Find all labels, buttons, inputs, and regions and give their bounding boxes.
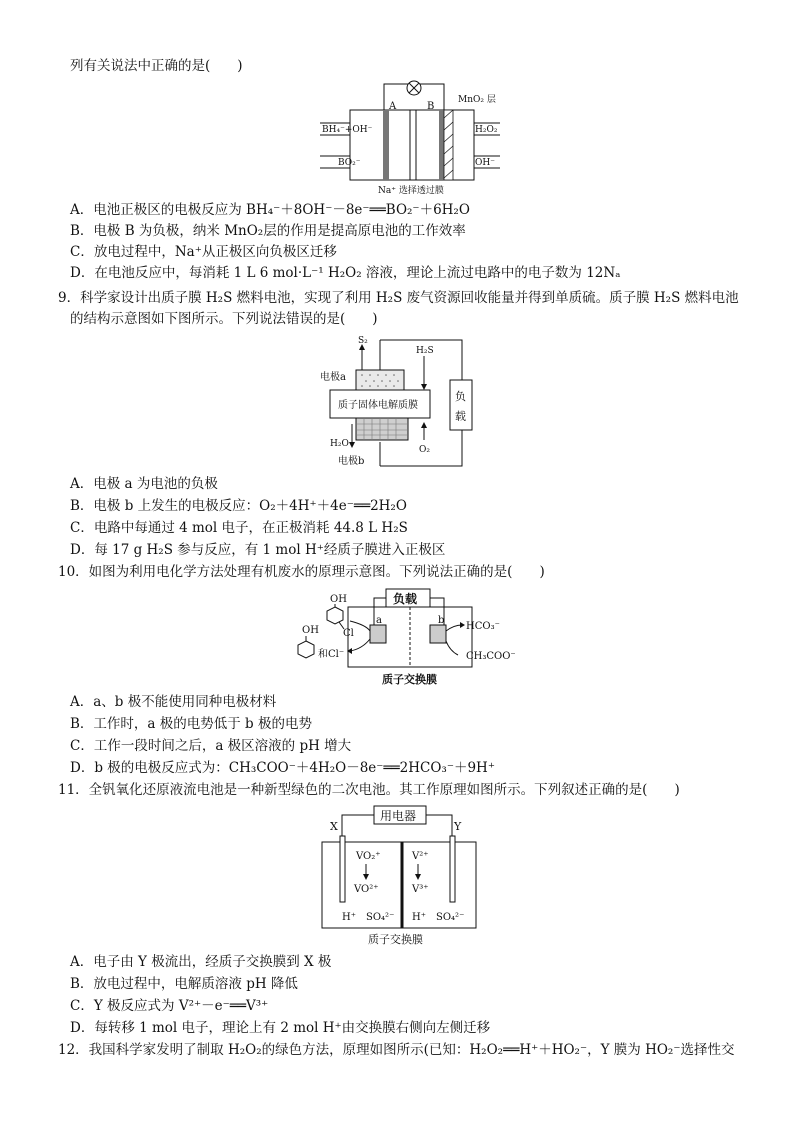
q11-v2p: V²⁺	[412, 851, 429, 862]
q9-h2s: H₂S	[416, 346, 434, 356]
q9-stem-line1: 9．科学家设计出质子膜 H₂S 燃料电池，实现了利用 H₂S 废气资源回收能量并得到单质硫。质子膜 H₂S 燃料电池	[58, 290, 739, 306]
q10-acetate: CH₃COO⁻	[466, 651, 516, 662]
q9-stem-line2: 的结构示意图如下图所示。下列说法错误的是( )	[70, 311, 378, 327]
q8-option-b: B．电极 B 为负极，纳米 MnO₂层的作用是提高原电池的工作效率	[70, 223, 466, 239]
q10-option-a: A．a、b 极不能使用同种电极材料	[70, 694, 277, 710]
q8-option-a: A．电池正极区的电极反应为 BH₄⁻＋8OH⁻－8e⁻══BO₂⁻＋6H₂O	[70, 202, 470, 218]
q11-figure	[322, 804, 482, 948]
q8-option-d: D．在电池反应中，每消耗 1 L 6 mol·L⁻¹ H₂O₂ 溶液，理论上流过电路中的电子数为 12Nₐ	[70, 265, 621, 281]
q11-vo2pp: VO²⁺	[354, 884, 379, 895]
q10-membrane: 质子交换膜	[382, 673, 437, 686]
q11-appliance: 用电器	[380, 809, 417, 823]
q9-load-2: 载	[455, 410, 466, 423]
q10-product-left: 和Cl⁻	[318, 649, 345, 660]
q11-so4-left: SO₄²⁻	[366, 912, 395, 923]
q9-h2o: H₂O	[330, 439, 349, 449]
q11-option-b: B．放电过程中，电解质溶液 pH 降低	[70, 976, 298, 992]
q8-stem-tail: 列有关说法中正确的是( )	[70, 58, 243, 74]
q11-x: X	[330, 820, 338, 833]
q10-stem: 10．如图为利用电化学方法处理有机废水的原理示意图。下列说法正确的是( )	[58, 564, 545, 580]
q9-electrode-b: 电极b	[338, 456, 365, 467]
q10-electrode-b: b	[438, 615, 445, 626]
q11-vo2p: VO₂⁺	[356, 851, 381, 862]
q10-option-d: D．b 极的电极反应式为：CH₃COO⁻＋4H₂O－8e⁻══2HCO₃⁻＋9H⁺	[70, 760, 495, 776]
q8-left-in: BH₄⁻+OH⁻	[322, 125, 373, 135]
q9-load-1: 负	[455, 390, 466, 403]
q9-electrolyte: 质子固体电解质膜	[338, 400, 418, 411]
q11-v3p: V³⁺	[412, 884, 429, 895]
q11-so4-right: SO₄²⁻	[436, 912, 465, 923]
q8-left-out: BO₂⁻	[338, 158, 361, 168]
q11-membrane: 质子交换膜	[368, 933, 423, 946]
q11-stem: 11．全钒氧化还原液流电池是一种新型绿色的二次电池。其工作原理如图所示。下列叙述正确的是( )	[58, 782, 680, 798]
q10-oh-bottom: OH	[302, 625, 319, 636]
q9-option-c: C．电路中每通过 4 mol 电子，在正极消耗 44.8 L H₂S	[70, 520, 408, 536]
q10-option-b: B．工作时，a 极的电势低于 b 极的电势	[70, 716, 312, 732]
q8-figure	[320, 78, 500, 198]
q10-oh-top: OH	[330, 594, 347, 605]
q9-option-d: D．每 17 g H₂S 参与反应，有 1 mol H⁺经质子膜进入正极区	[70, 542, 446, 558]
q8-option-c: C．放电过程中，Na⁺从正极区向负极区迁移	[70, 244, 337, 260]
q10-load: 负载	[393, 592, 418, 606]
q10-electrode-a: a	[376, 615, 382, 626]
q11-option-a: A．电子由 Y 极流出，经质子交换膜到 X 极	[70, 954, 332, 970]
q9-option-a: A．电极 a 为电池的负极	[70, 476, 218, 492]
q11-option-c: C．Y 极反应式为 V²⁺－e⁻══V³⁺	[70, 998, 269, 1014]
q8-label-mno2: MnO₂ 层	[458, 95, 496, 105]
q10-figure	[290, 585, 540, 690]
q9-s2: S₂	[358, 336, 368, 346]
q8-label-b: B	[427, 101, 435, 112]
q12-stem: 12．我国科学家发明了制取 H₂O₂的绿色方法，原理如图所示(已知：H₂O₂══H⁺＋HO₂⁻，Y 膜为 HO₂⁻选择性交	[58, 1042, 735, 1058]
q8-label-a: A	[389, 101, 397, 112]
q10-cl: Cl	[343, 628, 354, 639]
q9-option-b: B．电极 b 上发生的电极反应：O₂＋4H⁺＋4e⁻══2H₂O	[70, 498, 407, 514]
q9-electrode-a: 电极a	[320, 372, 346, 383]
q10-hco3: HCO₃⁻	[466, 621, 500, 632]
q11-y: Y	[454, 820, 462, 833]
q8-right-in: H₂O₂	[475, 125, 498, 135]
q11-h-right: H⁺	[412, 912, 426, 923]
q9-figure	[320, 334, 480, 472]
q8-right-out: OH⁻	[475, 158, 495, 168]
q11-h-left: H⁺	[342, 912, 356, 923]
q11-option-d: D．每转移 1 mol 电子，理论上有 2 mol H⁺由交换膜右侧向左侧迁移	[70, 1020, 491, 1036]
q10-option-c: C．工作一段时间之后，a 极区溶液的 pH 增大	[70, 738, 352, 754]
q8-membrane: Na⁺ 选择透过膜	[378, 186, 444, 196]
q9-o2: O₂	[419, 445, 430, 455]
